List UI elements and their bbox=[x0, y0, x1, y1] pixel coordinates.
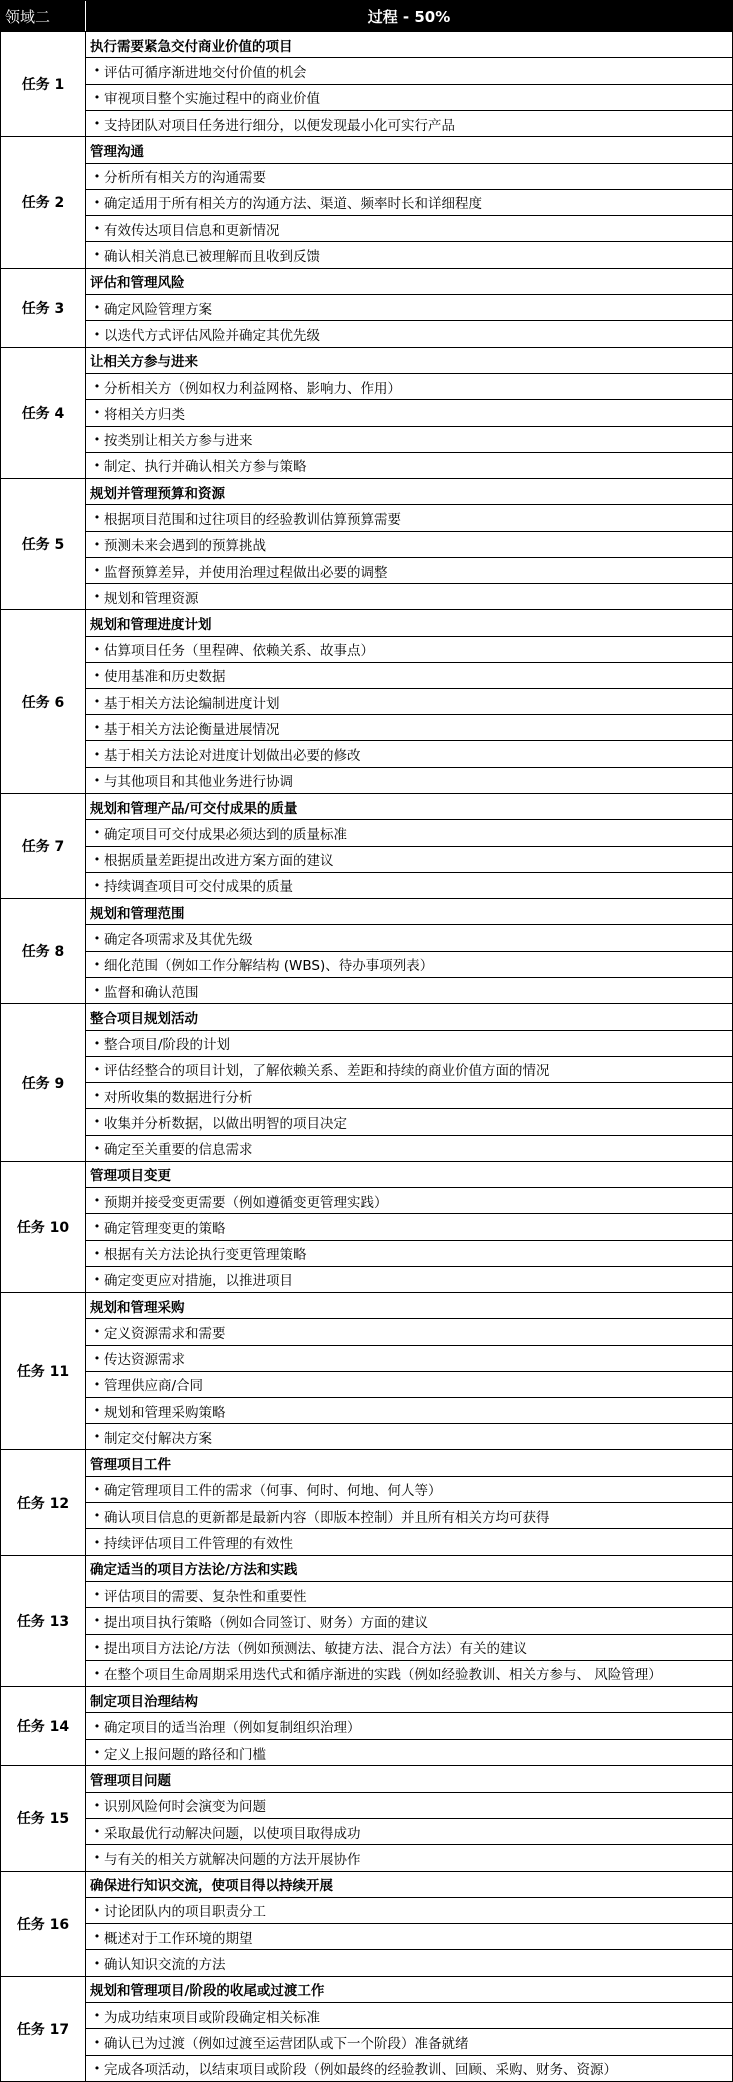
bullet-icon: • bbox=[93, 1825, 101, 1839]
task-title: 规划和管理进度计划 bbox=[90, 617, 212, 634]
task-item bbox=[86, 872, 732, 898]
task-item-text: 定义上报问题的路径和门槛 bbox=[104, 1746, 266, 1763]
task-title: 管理沟通 bbox=[90, 143, 144, 160]
bullet-icon: • bbox=[93, 1089, 101, 1103]
bullet-icon: • bbox=[93, 747, 101, 761]
bullet-icon: • bbox=[93, 984, 101, 998]
task-content bbox=[86, 1293, 732, 1449]
bullet-icon: • bbox=[93, 1903, 101, 1917]
task-item-text: 按类别让相关方参与进来 bbox=[104, 433, 253, 450]
task-item bbox=[86, 951, 732, 977]
task-item bbox=[86, 215, 732, 241]
bullet-icon: • bbox=[93, 511, 101, 525]
task-item bbox=[86, 1187, 732, 1213]
task-item bbox=[86, 1818, 732, 1844]
bullet-icon: • bbox=[93, 1746, 101, 1760]
bullet-icon: • bbox=[93, 64, 101, 78]
task-item-text: 分析所有相关方的沟通需要 bbox=[104, 170, 266, 187]
task-item-text: 确定至关重要的信息需求 bbox=[104, 1142, 253, 1159]
task-item-text: 评估项目的需要、复杂性和重要性 bbox=[104, 1588, 307, 1605]
task-item bbox=[86, 1030, 732, 1056]
task-item-text: 概述对于工作环境的期望 bbox=[104, 1930, 253, 1947]
task-row bbox=[1, 478, 732, 609]
task-item-text: 确定适用于所有相关方的沟通方法、渠道、频率时长和详细程度 bbox=[104, 196, 482, 213]
task-label: 任务 2 bbox=[1, 137, 86, 267]
task-title: 规划和管理采购 bbox=[90, 1299, 185, 1316]
task-item-text: 规划和管理资源 bbox=[104, 590, 199, 607]
task-item bbox=[86, 688, 732, 714]
bullet-icon: • bbox=[93, 1141, 101, 1155]
task-item-text: 与其他项目和其他业务进行协调 bbox=[104, 774, 293, 791]
task-item-text: 细化范围（例如工作分解结构 (WBS)、待办事项列表） bbox=[104, 958, 434, 975]
domain-header: 领域二 bbox=[1, 1, 86, 31]
bullet-icon: • bbox=[93, 852, 101, 866]
task-row bbox=[1, 268, 732, 347]
bullet-icon: • bbox=[93, 2009, 101, 2023]
task-item-text: 确定管理变更的策略 bbox=[104, 1220, 226, 1237]
task-item-text: 确定项目的适当治理（例如复制组织治理） bbox=[104, 1720, 361, 1737]
task-title: 整合项目规划活动 bbox=[90, 1010, 198, 1027]
task-item bbox=[86, 557, 732, 583]
task-item-text: 制定交付解决方案 bbox=[104, 1430, 212, 1447]
task-item-text: 基于相关方法论对进度计划做出必要的修改 bbox=[104, 748, 361, 765]
task-item bbox=[86, 1108, 732, 1134]
bullet-icon: • bbox=[93, 1351, 101, 1365]
task-row bbox=[1, 1871, 732, 1976]
task-item-text: 为成功结束项目或阶段确定相关标准 bbox=[104, 2009, 320, 2026]
task-item bbox=[86, 504, 732, 530]
bullet-icon: • bbox=[93, 327, 101, 341]
process-header: 过程 - 50% bbox=[367, 7, 451, 26]
bullet-icon: • bbox=[93, 458, 101, 472]
task-item bbox=[86, 1266, 732, 1292]
task-item-text: 整合项目/阶段的计划 bbox=[104, 1037, 231, 1054]
task-item-text: 管理供应商/合同 bbox=[104, 1378, 204, 1395]
task-row bbox=[1, 347, 732, 478]
task-item-text: 评估经整合的项目计划，了解依赖关系、差距和持续的商业价值方面的情况 bbox=[104, 1063, 550, 1080]
task-item-text: 以迭代方式评估风险并确定其优先级 bbox=[104, 328, 320, 345]
task-content bbox=[86, 269, 732, 347]
task-item bbox=[86, 767, 732, 793]
task-title: 评估和管理风险 bbox=[90, 275, 185, 292]
task-content bbox=[86, 32, 732, 136]
bullet-icon: • bbox=[93, 1851, 101, 1865]
task-item bbox=[86, 426, 732, 452]
task-item-text: 在整个项目生命周期采用迭代式和循序渐进的实践（例如经验教训、相关方参与、 风险管理） bbox=[104, 1667, 662, 1684]
bullet-icon: • bbox=[93, 1036, 101, 1050]
task-item bbox=[86, 294, 732, 320]
bullet-icon: • bbox=[93, 1325, 101, 1339]
task-item bbox=[86, 1897, 732, 1923]
task-row bbox=[1, 1555, 732, 1686]
task-item bbox=[86, 452, 732, 478]
task-item-text: 根据有关方法论执行变更管理策略 bbox=[104, 1247, 307, 1264]
task-item-text: 有效传达项目信息和更新情况 bbox=[104, 222, 280, 239]
task-item-text: 分析相关方（例如权力利益网格、影响力、作用） bbox=[104, 380, 401, 397]
bullet-icon: • bbox=[93, 1194, 101, 1208]
task-item bbox=[86, 84, 732, 110]
task-title: 管理项目变更 bbox=[90, 1168, 171, 1185]
task-row bbox=[1, 1003, 732, 1160]
task-item bbox=[86, 1213, 732, 1239]
task-item-text: 确定变更应对措施，以推进项目 bbox=[104, 1273, 293, 1290]
task-item bbox=[86, 110, 732, 136]
task-item-text: 识别风险何时会演变为问题 bbox=[104, 1799, 266, 1816]
task-title: 确保进行知识交流，使项目得以持续开展 bbox=[90, 1878, 333, 1895]
task-label: 任务 5 bbox=[1, 479, 86, 609]
task-item bbox=[86, 1135, 732, 1161]
bullet-icon: • bbox=[93, 1614, 101, 1628]
task-item bbox=[86, 1371, 732, 1397]
bullet-icon: • bbox=[93, 248, 101, 262]
task-item-text: 预期并接受变更需要（例如遵循变更管理实践） bbox=[104, 1194, 388, 1211]
task-item-text: 确认项目信息的更新都是最新内容（即版本控制）并且所有相关方均可获得 bbox=[104, 1509, 550, 1526]
bullet-icon: • bbox=[93, 195, 101, 209]
task-title: 规划和管理范围 bbox=[90, 905, 185, 922]
table-header bbox=[1, 1, 732, 31]
task-item bbox=[86, 1056, 732, 1082]
task-item-text: 评估可循序渐进地交付价值的机会 bbox=[104, 64, 307, 81]
task-item bbox=[86, 636, 732, 662]
bullet-icon: • bbox=[93, 301, 101, 315]
task-item bbox=[86, 846, 732, 872]
task-item-text: 确认知识交流的方法 bbox=[104, 1957, 226, 1974]
bullet-icon: • bbox=[93, 1640, 101, 1654]
task-item-text: 规划和管理采购策略 bbox=[104, 1404, 226, 1421]
bullet-icon: • bbox=[93, 1588, 101, 1602]
task-item-text: 对所收集的数据进行分析 bbox=[104, 1089, 253, 1106]
bullet-icon: • bbox=[93, 169, 101, 183]
task-item bbox=[86, 1581, 732, 1607]
task-item-text: 预测未来会遇到的预算挑战 bbox=[104, 538, 266, 555]
task-item bbox=[86, 1844, 732, 1870]
task-item-text: 支持团队对项目任务进行细分，以便发现最小化可实行产品 bbox=[104, 117, 455, 134]
task-content bbox=[86, 479, 732, 609]
bullet-icon: • bbox=[93, 1377, 101, 1391]
task-row bbox=[1, 1449, 732, 1554]
task-item bbox=[86, 241, 732, 267]
task-item bbox=[86, 1634, 732, 1660]
task-content bbox=[86, 1977, 732, 2081]
bullet-icon: • bbox=[93, 1482, 101, 1496]
bullet-icon: • bbox=[93, 721, 101, 735]
task-label: 任务 10 bbox=[1, 1162, 86, 1292]
task-item-text: 确认已为过渡（例如过渡至运营团队或下一个阶段）准备就绪 bbox=[104, 2036, 469, 2053]
task-title: 规划并管理预算和资源 bbox=[90, 485, 225, 502]
task-item-text: 使用基准和历史数据 bbox=[104, 669, 226, 686]
task-item bbox=[86, 1739, 732, 1765]
bullet-icon: • bbox=[93, 1404, 101, 1418]
task-item-text: 根据项目范围和过往项目的经验教训估算预算需要 bbox=[104, 511, 401, 528]
bullet-icon: • bbox=[93, 878, 101, 892]
bullet-icon: • bbox=[93, 1956, 101, 1970]
task-item bbox=[86, 1607, 732, 1633]
bullet-icon: • bbox=[93, 1115, 101, 1129]
task-item bbox=[86, 1502, 732, 1528]
task-item bbox=[86, 1528, 732, 1554]
bullet-icon: • bbox=[93, 1220, 101, 1234]
task-item bbox=[86, 1240, 732, 1266]
task-row bbox=[1, 1161, 732, 1292]
task-item bbox=[86, 531, 732, 557]
task-item-text: 监督和确认范围 bbox=[104, 984, 199, 1001]
task-content bbox=[86, 899, 732, 1003]
task-title: 规划和管理产品/可交付成果的质量 bbox=[90, 800, 298, 817]
task-row bbox=[1, 136, 732, 267]
bullet-icon: • bbox=[93, 432, 101, 446]
task-content bbox=[86, 348, 732, 478]
task-item bbox=[86, 1345, 732, 1371]
bullet-icon: • bbox=[93, 1509, 101, 1523]
task-item-text: 采取最优行动解决问题，以使项目取得成功 bbox=[104, 1825, 361, 1842]
task-content bbox=[86, 1687, 732, 1765]
task-item bbox=[86, 2028, 732, 2054]
task-content bbox=[86, 1872, 732, 1976]
task-row bbox=[1, 1292, 732, 1449]
task-title: 确定适当的项目方法论/方法和实践 bbox=[90, 1562, 298, 1579]
task-item bbox=[86, 399, 732, 425]
task-row bbox=[1, 1976, 732, 2081]
task-content bbox=[86, 1766, 732, 1870]
task-title: 管理项目问题 bbox=[90, 1772, 171, 1789]
bullet-icon: • bbox=[93, 773, 101, 787]
task-item-text: 基于相关方法论衡量进展情况 bbox=[104, 721, 280, 738]
bullet-icon: • bbox=[93, 2061, 101, 2075]
bullet-icon: • bbox=[93, 1930, 101, 1944]
task-title: 让相关方参与进来 bbox=[90, 354, 198, 371]
task-item bbox=[86, 1082, 732, 1108]
task-item-text: 与有关的相关方就解决问题的方法开展协作 bbox=[104, 1851, 361, 1868]
task-item bbox=[86, 57, 732, 83]
bullet-icon: • bbox=[93, 957, 101, 971]
task-label: 任务 11 bbox=[1, 1293, 86, 1449]
task-label: 任务 3 bbox=[1, 269, 86, 347]
task-item bbox=[86, 977, 732, 1003]
task-item-text: 确定管理项目工件的需求（何事、何时、何地、何人等） bbox=[104, 1483, 442, 1500]
task-item-text: 确认相关消息已被理解而且收到反馈 bbox=[104, 248, 320, 265]
task-label: 任务 6 bbox=[1, 610, 86, 792]
bullet-icon: • bbox=[93, 826, 101, 840]
bullet-icon: • bbox=[93, 380, 101, 394]
task-item-text: 持续评估项目工件管理的有效性 bbox=[104, 1536, 293, 1553]
bullet-icon: • bbox=[93, 117, 101, 131]
bullet-icon: • bbox=[93, 590, 101, 604]
task-item-text: 估算项目任务（里程碑、依赖关系、故事点） bbox=[104, 643, 374, 660]
task-item bbox=[86, 2055, 732, 2081]
task-title: 制定项目治理结构 bbox=[90, 1693, 198, 1710]
bullet-icon: • bbox=[93, 642, 101, 656]
bullet-icon: • bbox=[93, 90, 101, 104]
task-item-text: 审视项目整个实施过程中的商业价值 bbox=[104, 91, 320, 108]
task-item-text: 基于相关方法论编制进度计划 bbox=[104, 695, 280, 712]
task-label: 任务 15 bbox=[1, 1766, 86, 1870]
task-item bbox=[86, 714, 732, 740]
task-item-text: 根据质量差距提出改进方案方面的建议 bbox=[104, 853, 334, 870]
task-item bbox=[86, 1712, 732, 1738]
task-item-text: 将相关方归类 bbox=[104, 406, 185, 423]
task-item-text: 定义资源需求和需要 bbox=[104, 1325, 226, 1342]
task-content bbox=[86, 1004, 732, 1160]
task-item bbox=[86, 1949, 732, 1975]
task-item-text: 收集并分析数据，以做出明智的项目决定 bbox=[104, 1115, 347, 1132]
task-content bbox=[86, 610, 732, 792]
task-item bbox=[86, 1318, 732, 1344]
bullet-icon: • bbox=[93, 1246, 101, 1260]
bullet-icon: • bbox=[93, 1430, 101, 1444]
task-item-text: 完成各项活动，以结束项目或阶段（例如最终的经验教训、回顾、采购、财务、资源） bbox=[104, 2062, 617, 2079]
task-item-text: 制定、执行并确认相关方参与策略 bbox=[104, 459, 307, 476]
bullet-icon: • bbox=[93, 406, 101, 420]
task-title: 管理项目工件 bbox=[90, 1457, 171, 1474]
task-item bbox=[86, 1792, 732, 1818]
task-item bbox=[86, 1423, 732, 1449]
task-item bbox=[86, 740, 732, 766]
task-title: 规划和管理项目/阶段的收尾或过渡工作 bbox=[90, 1983, 325, 2000]
bullet-icon: • bbox=[93, 222, 101, 236]
bullet-icon: • bbox=[93, 1719, 101, 1733]
task-item bbox=[86, 320, 732, 346]
bullet-icon: • bbox=[93, 695, 101, 709]
task-row bbox=[1, 609, 732, 792]
task-item bbox=[86, 2002, 732, 2028]
bullet-icon: • bbox=[93, 931, 101, 945]
task-label: 任务 4 bbox=[1, 348, 86, 478]
task-item bbox=[86, 1397, 732, 1423]
task-item bbox=[86, 373, 732, 399]
bullet-icon: • bbox=[93, 1666, 101, 1680]
task-label: 任务 14 bbox=[1, 1687, 86, 1765]
task-content bbox=[86, 1450, 732, 1554]
task-label: 任务 17 bbox=[1, 1977, 86, 2081]
task-row bbox=[1, 898, 732, 1003]
task-row bbox=[1, 1765, 732, 1870]
bullet-icon: • bbox=[93, 1535, 101, 1549]
task-item-text: 确定风险管理方案 bbox=[104, 301, 212, 318]
task-content bbox=[86, 794, 732, 898]
bullet-icon: • bbox=[93, 2035, 101, 2049]
bullet-icon: • bbox=[93, 1798, 101, 1812]
task-item-text: 监督预算差异，并使用治理过程做出必要的调整 bbox=[104, 564, 388, 581]
task-item-text: 确定项目可交付成果必须达到的质量标准 bbox=[104, 826, 347, 843]
task-label: 任务 1 bbox=[1, 32, 86, 136]
task-item-text: 提出项目方法论/方法（例如预测法、敏捷方法、混合方法）有关的建议 bbox=[104, 1641, 528, 1658]
task-item-text: 提出项目执行策略（例如合同签订、财务）方面的建议 bbox=[104, 1614, 428, 1631]
bullet-icon: • bbox=[93, 537, 101, 551]
bullet-icon: • bbox=[93, 564, 101, 578]
task-item-text: 持续调查项目可交付成果的质量 bbox=[104, 879, 293, 896]
task-item bbox=[86, 1660, 732, 1686]
task-label: 任务 8 bbox=[1, 899, 86, 1003]
task-label: 任务 9 bbox=[1, 1004, 86, 1160]
task-item bbox=[86, 1923, 732, 1949]
task-item-text: 传达资源需求 bbox=[104, 1352, 185, 1369]
task-item-text: 确定各项需求及其优先级 bbox=[104, 932, 253, 949]
task-item bbox=[86, 1476, 732, 1502]
task-item bbox=[86, 662, 732, 688]
task-content bbox=[86, 137, 732, 267]
task-label: 任务 13 bbox=[1, 1556, 86, 1686]
task-item bbox=[86, 583, 732, 609]
task-label: 任务 12 bbox=[1, 1450, 86, 1554]
bullet-icon: • bbox=[93, 668, 101, 682]
task-item bbox=[86, 189, 732, 215]
task-item bbox=[86, 819, 732, 845]
task-title: 执行需要紧急交付商业价值的项目 bbox=[90, 38, 293, 55]
task-item bbox=[86, 924, 732, 950]
task-label: 任务 16 bbox=[1, 1872, 86, 1976]
task-row bbox=[1, 31, 732, 136]
task-row bbox=[1, 1686, 732, 1765]
task-item-text: 讨论团队内的项目职责分工 bbox=[104, 1904, 266, 1921]
bullet-icon: • bbox=[93, 1062, 101, 1076]
task-content bbox=[86, 1556, 732, 1686]
bullet-icon: • bbox=[93, 1272, 101, 1286]
task-item bbox=[86, 163, 732, 189]
task-row bbox=[1, 793, 732, 898]
task-content bbox=[86, 1162, 732, 1292]
task-label: 任务 7 bbox=[1, 794, 86, 898]
